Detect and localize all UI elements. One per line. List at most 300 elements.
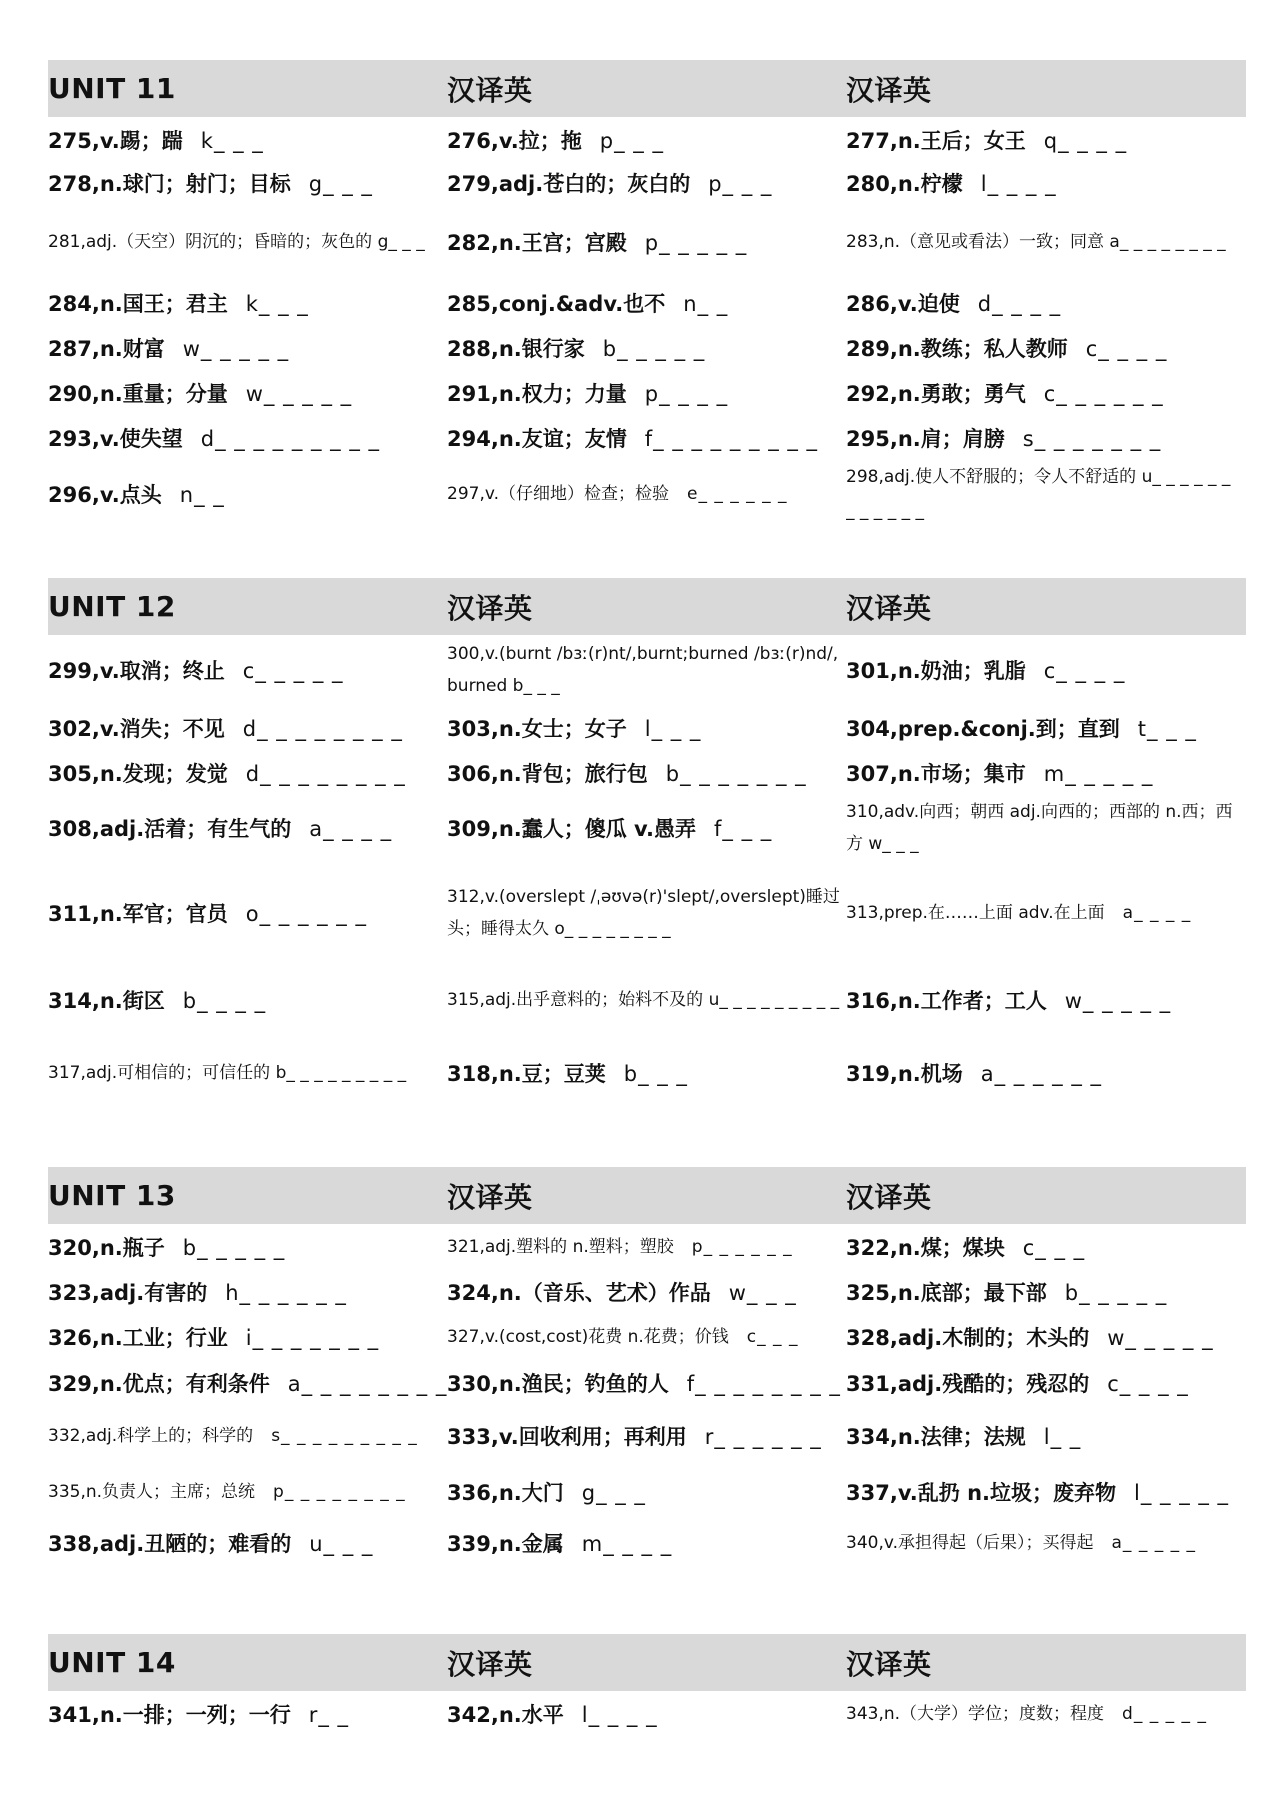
vocab-prompt [48,1419,443,1453]
vocab-prompt [48,333,443,363]
vocab-prompt [48,1232,443,1262]
vocab-row [48,1314,1246,1359]
answer-blank: r_ _ [308,1702,350,1727]
vocab-definition: 284,n.国王；君主 [48,291,228,316]
vocab-item [48,288,447,318]
vocab-definition: 290,n.重量；分量 [48,381,228,406]
vocab-definition: 336,n.大门 [447,1481,564,1505]
answer-blank: l_ _ _ _ [980,172,1057,196]
vocab-item [447,1528,846,1558]
answer-blank: m_ _ _ _ [581,1532,673,1556]
vocab-prompt [48,125,443,155]
vocab-definition: 332,adj.科学上的；科学的 [48,1426,254,1446]
vocab-item [447,227,846,257]
answer-blank: m_ _ _ _ _ [1043,761,1154,786]
vocab-definition: 316,n.工作者；工人 [846,989,1047,1013]
answer-blank: b_ _ _ [623,1061,688,1086]
answer-blank: c_ _ _ _ [1107,1371,1189,1396]
vocab-item [48,1528,447,1558]
vocab-prompt [846,1058,1241,1088]
vocab-item [846,333,1245,363]
vocab-prompt [48,1368,447,1398]
vocab-definition: 300,v.(burnt /bɜː(r)nt/,burnt;burned /bɜː(r)nd/,burned b_ _ _ [447,644,839,696]
vocab-definition: 282,n.王宫；宫殿 [447,231,627,255]
vocab-definition: 309,n.蠢人；傻瓜 v.愚弄 [447,817,697,841]
answer-blank: o_ _ _ _ _ _ [245,902,367,926]
answer-blank: c_ _ _ _ [1043,659,1126,683]
vocab-prompt [447,333,842,363]
vocab-row [48,370,1246,415]
vocab-prompt [447,477,842,511]
vocab-definition: 313,prep.在……上面 adv.在上面 [846,903,1105,923]
vocab-item [48,1056,447,1090]
vocab-definition: 311,n.军官；官员 [48,902,228,926]
vocab-definition: 288,n.银行家 [447,336,585,361]
vocab-item [48,479,447,509]
vocab-definition: 276,v.拉；拖 [447,128,582,153]
vocab-item [846,655,1245,685]
vocab-prompt [48,1277,443,1307]
vocab-prompt [48,713,443,743]
unit-section [48,60,1246,528]
vocab-definition: 342,n.水平 [447,1702,564,1727]
vocab-prompt [48,813,443,843]
vocab-item [846,1526,1245,1560]
vocab-item [48,1232,447,1262]
vocab-prompt [846,288,1241,318]
vocab-prompt [447,288,842,318]
answer-blank: d_ _ _ _ _ _ _ _ [245,761,406,786]
vocab-item [846,1232,1245,1262]
answer-blank: g_ _ _ [581,1481,646,1505]
vocab-item [447,1699,846,1729]
answer-blank: a_ _ _ _ _ _ [980,1061,1102,1086]
vocab-item [846,1697,1245,1731]
answer-blank: k_ _ _ [200,128,264,153]
vocab-definition: 277,n.王后；女王 [846,128,1026,153]
unit-header-bar [48,60,1246,117]
vocab-prompt [48,1475,443,1509]
answer-blank: w_ _ _ [728,1280,797,1305]
vocab-prompt [846,985,1241,1015]
vocab-item [447,168,846,198]
vocab-item [846,460,1245,528]
vocab-prompt [447,168,842,198]
vocab-definition: 335,n.负责人；主席；总统 [48,1482,256,1502]
vocab-prompt [846,1232,1241,1262]
vocab-prompt [447,1058,842,1088]
vocab-item [846,1058,1245,1088]
vocab-prompt [447,1368,842,1398]
vocab-item [48,1277,447,1307]
vocab-prompt [846,1421,1241,1451]
vocab-prompt [48,1322,443,1352]
vocab-item [447,1477,846,1507]
vocab-item [48,655,447,685]
vocab-item [447,333,846,363]
vocab-definition: 343,n.（大学）学位；度数；程度 [846,1703,1105,1724]
vocab-row [48,1035,1246,1110]
answer-blank: w_ _ _ _ _ [245,381,353,406]
vocab-item [447,758,846,788]
vocab-definition: 285,conj.&adv.也不 [447,291,666,316]
vocab-definition: 293,v.使失望 [48,426,183,451]
section-label: 汉译英 [447,1647,533,1681]
answer-blank: s_ _ _ _ _ _ _ _ _ [271,1426,418,1446]
vocab-definition: 319,n.机场 [846,1061,963,1086]
answer-blank: a_ _ _ _ _ _ _ _ [287,1371,447,1396]
vocab-item [846,423,1245,453]
vocab-item [846,1277,1245,1307]
answer-blank: p_ _ _ _ _ _ _ _ [273,1482,406,1502]
vocab-definition: 280,n.柠檬 [846,172,963,196]
vocab-row [48,861,1246,965]
vocab-prompt [48,1056,443,1090]
vocab-prompt [447,227,842,257]
answer-blank: c_ _ _ [1022,1235,1086,1260]
answer-blank: i_ _ _ _ _ _ _ [245,1325,380,1350]
vocab-prompt [846,460,1241,528]
vocab-definition: 337,v.乱扔 n.垃圾；废弃物 [846,1481,1117,1505]
vocab-row [48,705,1246,750]
vocab-definition: 340,v.承担得起（后果）；买得起 [846,1533,1094,1553]
vocab-row [48,204,1246,280]
answer-blank: c_ _ _ _ _ _ [1043,381,1164,406]
answer-blank: p_ _ _ [708,172,773,196]
vocab-definition: 307,n.市场；集市 [846,761,1026,786]
vocab-item [447,1277,846,1307]
vocab-prompt [846,168,1241,198]
answer-blank: a_ _ _ _ _ [1111,1533,1197,1553]
vocab-prompt [48,288,443,318]
vocab-item [447,477,846,511]
vocab-prompt [447,983,842,1017]
vocab-definition: 324,n.（音乐、艺术）作品 [447,1280,711,1305]
vocab-item [846,378,1245,408]
vocab-prompt [846,423,1241,453]
answer-blank: h_ _ _ _ _ _ [225,1280,347,1305]
vocab-prompt [48,758,443,788]
vocab-prompt [846,1322,1241,1352]
answer-blank: p_ _ _ _ [644,381,729,406]
answer-blank: c_ _ _ [746,1326,799,1347]
vocab-item [447,378,846,408]
vocab-row [48,1466,1246,1518]
answer-blank: l_ _ _ _ [581,1702,658,1727]
vocab-item [447,125,846,155]
vocab-item [846,896,1245,930]
vocab-prompt [447,423,842,453]
vocab-item [846,1322,1245,1352]
vocab-prompt [846,1477,1241,1507]
vocab-prompt [846,1697,1241,1731]
vocab-item [48,378,447,408]
unit-section [48,1167,1246,1568]
vocab-item [846,1368,1245,1398]
vocab-row [48,162,1246,204]
vocab-prompt [447,758,842,788]
answer-blank: l_ _ _ [644,716,702,741]
vocab-item [48,1475,447,1509]
unit-header-bar [48,578,1246,635]
answer-blank: k_ _ _ [245,291,309,316]
answer-blank: d_ _ _ _ _ [1122,1703,1207,1724]
unit-header-bar [48,1634,1246,1691]
vocab-item [447,813,846,843]
section-label: 汉译英 [846,73,932,107]
unit-title: UNIT 11 [48,72,176,105]
section-label: 汉译英 [846,591,932,625]
answer-blank: d_ _ _ _ _ _ _ _ [242,716,403,741]
vocab-prompt [447,378,842,408]
vocab-prompt [846,896,1241,930]
vocab-prompt [846,225,1241,259]
vocab-prompt [48,423,443,453]
vocab-row [48,280,1246,325]
vocab-item [48,423,447,453]
vocab-item [846,985,1245,1015]
vocab-definition: 314,n.街区 [48,989,165,1013]
vocab-row [48,1406,1246,1466]
vocab-prompt [447,713,842,743]
section-label: 汉译英 [447,73,533,107]
vocab-item [846,758,1245,788]
vocab-item [48,1322,447,1352]
vocab-item [48,758,447,788]
vocab-prompt [447,125,842,155]
vocab-prompt [447,1277,842,1307]
answer-blank: p_ _ _ _ _ [644,231,748,255]
vocab-definition: 315,adj.出乎意料的；始料不及的 u_ _ _ _ _ _ _ _ _ [447,990,840,1010]
vocab-definition: 310,adv.向西；朝西 adj.向西的；西部的 n.西；西方 w_ _ _ [846,802,1233,854]
vocab-prompt [846,713,1241,743]
vocab-prompt [447,1320,842,1354]
vocab-prompt [846,1526,1241,1560]
answer-blank: b_ _ _ _ [182,989,267,1013]
vocab-item [447,1421,846,1451]
vocab-item [846,288,1245,318]
vocab-prompt [48,225,443,259]
vocab-prompt [846,378,1241,408]
vocab-prompt [846,333,1241,363]
vocab-definition: 331,adj.残酷的；残忍的 [846,1371,1090,1396]
vocab-definition: 298,adj.使人不舒服的；令人不舒适的 u_ _ _ _ _ _ _ _ _ _ _ _ [846,467,1231,521]
answer-blank: b_ _ _ _ _ [182,1235,286,1260]
vocab-definition: 302,v.消失；不见 [48,716,225,741]
vocab-definition: 303,n.女士；女子 [447,716,627,741]
unit-title: UNIT 14 [48,1646,176,1679]
vocab-definition: 287,n.财富 [48,336,165,361]
vocab-definition: 279,adj.苍白的；灰白的 [447,172,691,196]
vocab-item [48,1699,447,1729]
vocab-definition: 289,n.教练；私人教师 [846,336,1068,361]
answer-blank: s_ _ _ _ _ _ _ [1022,426,1162,451]
vocab-item [846,225,1245,259]
vocab-definition: 329,n.优点；有利条件 [48,1371,270,1396]
vocab-prompt [48,655,443,685]
unit-title: UNIT 13 [48,1179,176,1212]
vocab-prompt [447,638,842,702]
answer-blank: r_ _ _ _ _ _ [704,1425,822,1449]
vocab-item [48,985,447,1015]
answer-blank: p_ _ _ _ _ _ [691,1236,793,1257]
vocab-item [447,881,846,945]
vocab-prompt [447,1699,842,1729]
vocab-item [447,1320,846,1354]
vocab-item [48,898,447,928]
answer-blank: e_ _ _ _ _ _ [687,484,788,504]
vocab-prompt [846,125,1241,155]
answer-blank: g_ _ _ [308,172,373,196]
vocab-definition: 341,n.一排；一列；一行 [48,1702,291,1727]
answer-blank: n_ _ [179,483,225,507]
vocab-definition: 292,n.勇敢；勇气 [846,381,1026,406]
vocab-prompt [447,881,842,945]
answer-blank: f_ _ _ _ _ _ _ _ [686,1371,841,1396]
vocab-definition: 286,v.迫使 [846,291,960,316]
answer-blank: l_ _ _ _ _ [1134,1481,1230,1505]
vocab-definition: 278,n.球门；射门；目标 [48,172,291,196]
answer-blank: u_ _ _ [309,1532,374,1556]
vocab-item [48,333,447,363]
vocab-item [48,168,447,198]
vocab-definition: 283,n.（意见或看法）一致；同意 a_ _ _ _ _ _ _ _ [846,232,1226,252]
vocab-definition: 296,v.点头 [48,483,162,507]
vocab-item [846,168,1245,198]
vocab-row [48,460,1246,528]
vocab-item [48,1419,447,1453]
vocab-definition: 327,v.(cost,cost)花费 n.花费；价钱 [447,1326,729,1347]
section-label: 汉译英 [447,591,533,625]
vocab-row [48,415,1246,460]
section-label: 汉译英 [447,1180,533,1214]
unit-section [48,578,1246,1110]
vocab-row [48,1359,1246,1406]
section-label: 汉译英 [846,1647,932,1681]
vocab-item [846,713,1245,743]
vocab-prompt [48,1528,443,1558]
vocab-row [48,1224,1246,1269]
answer-blank: d_ _ _ _ [977,291,1062,316]
vocab-definition: 304,prep.&conj.到；直到 [846,716,1120,741]
vocab-definition: 328,adj.木制的；木头的 [846,1325,1090,1350]
vocab-definition: 326,n.工业；行业 [48,1325,228,1350]
answer-blank: c_ _ _ _ [1085,336,1168,361]
vocab-item [48,813,447,843]
vocab-row [48,635,1246,705]
vocab-prompt [48,479,443,509]
vocab-prompt [846,758,1241,788]
vocab-item [447,288,846,318]
vocab-row [48,117,1246,162]
vocab-definition: 318,n.豆；豆荚 [447,1061,606,1086]
vocab-prompt [846,796,1241,860]
vocab-row [48,1269,1246,1314]
answer-blank: q_ _ _ _ [1043,128,1128,153]
section-label: 汉译英 [846,1180,932,1214]
vocab-prompt [447,813,842,843]
vocab-row [48,795,1246,861]
vocab-definition: 308,adj.活着；有生气的 [48,817,292,841]
vocab-item [447,983,846,1017]
vocab-definition: 322,n.煤；煤块 [846,1235,1005,1260]
vocab-prompt [447,1528,842,1558]
vocab-prompt [447,1230,842,1264]
vocab-definition: 306,n.背包；旅行包 [447,761,648,786]
answer-blank: d_ _ _ _ _ _ _ _ _ [200,426,381,451]
vocab-prompt [846,1368,1241,1398]
vocab-definition: 275,v.踢；踹 [48,128,183,153]
vocab-definition: 334,n.法律；法规 [846,1425,1026,1449]
vocab-row [48,1518,1246,1568]
answer-blank: t_ _ _ [1137,716,1197,741]
vocab-row [48,325,1246,370]
vocab-definition: 305,n.发现；发觉 [48,761,228,786]
vocab-definition: 333,v.回收利用；再利用 [447,1425,687,1449]
vocab-row [48,1691,1246,1736]
vocab-definition: 320,n.瓶子 [48,1235,165,1260]
vocab-item [846,796,1245,860]
vocab-item [447,1058,846,1088]
vocab-definition: 325,n.底部；最下部 [846,1280,1047,1305]
answer-blank: a_ _ _ _ [1122,903,1192,923]
vocab-prompt [48,378,443,408]
answer-blank: p_ _ _ [599,128,664,153]
answer-blank: w_ _ _ _ _ [182,336,290,361]
vocab-definition: 291,n.权力；力量 [447,381,627,406]
vocab-definition: 301,n.奶油；乳脂 [846,659,1026,683]
vocab-item [48,1368,447,1398]
vocab-definition: 295,n.肩；肩膀 [846,426,1005,451]
vocab-item [447,423,846,453]
vocab-prompt [48,1699,443,1729]
vocab-prompt [48,985,443,1015]
vocab-definition: 281,adj.（天空）阴沉的；昏暗的；灰色的 g_ _ _ [48,232,425,252]
unit-title: UNIT 12 [48,590,176,623]
vocab-prompt [447,1421,842,1451]
vocab-definition: 299,v.取消；终止 [48,659,225,683]
vocab-row [48,965,1246,1035]
answer-blank: l_ _ [1043,1425,1082,1449]
vocab-item [48,713,447,743]
unit-section [48,1634,1246,1736]
vocab-definition: 330,n.渔民；钓鱼的人 [447,1371,669,1396]
vocab-definition: 294,n.友谊；友情 [447,426,627,451]
vocab-row [48,750,1246,795]
vocab-definition: 338,adj.丑陋的；难看的 [48,1532,292,1556]
answer-blank: a_ _ _ _ [309,817,393,841]
vocab-definition: 321,adj.塑料的 n.塑料；塑胶 [447,1236,674,1257]
vocab-definition: 339,n.金属 [447,1532,564,1556]
answer-blank: b_ _ _ _ _ [602,336,706,361]
vocab-definition: 312,v.(overslept /ˌəʊvə(r)'slept/,overslept)睡过头；睡得太久 o_ _ _ _ _ _ _ _ [447,887,840,939]
vocab-item [447,638,846,702]
vocab-item [447,1230,846,1264]
vocab-item [48,225,447,259]
vocab-item [48,125,447,155]
answer-blank: w_ _ _ _ _ [1064,989,1172,1013]
answer-blank: b_ _ _ _ _ _ _ [665,761,807,786]
answer-blank: f_ _ _ _ _ _ _ _ _ [644,426,819,451]
vocab-prompt [846,655,1241,685]
vocab-item [447,713,846,743]
vocab-item [846,125,1245,155]
vocab-definition: 323,adj.有害的 [48,1280,208,1305]
vocab-item [846,1421,1245,1451]
unit-header-bar [48,1167,1246,1224]
answer-blank: n_ _ [683,291,729,316]
vocab-definition: 297,v.（仔细地）检查；检验 [447,484,669,504]
